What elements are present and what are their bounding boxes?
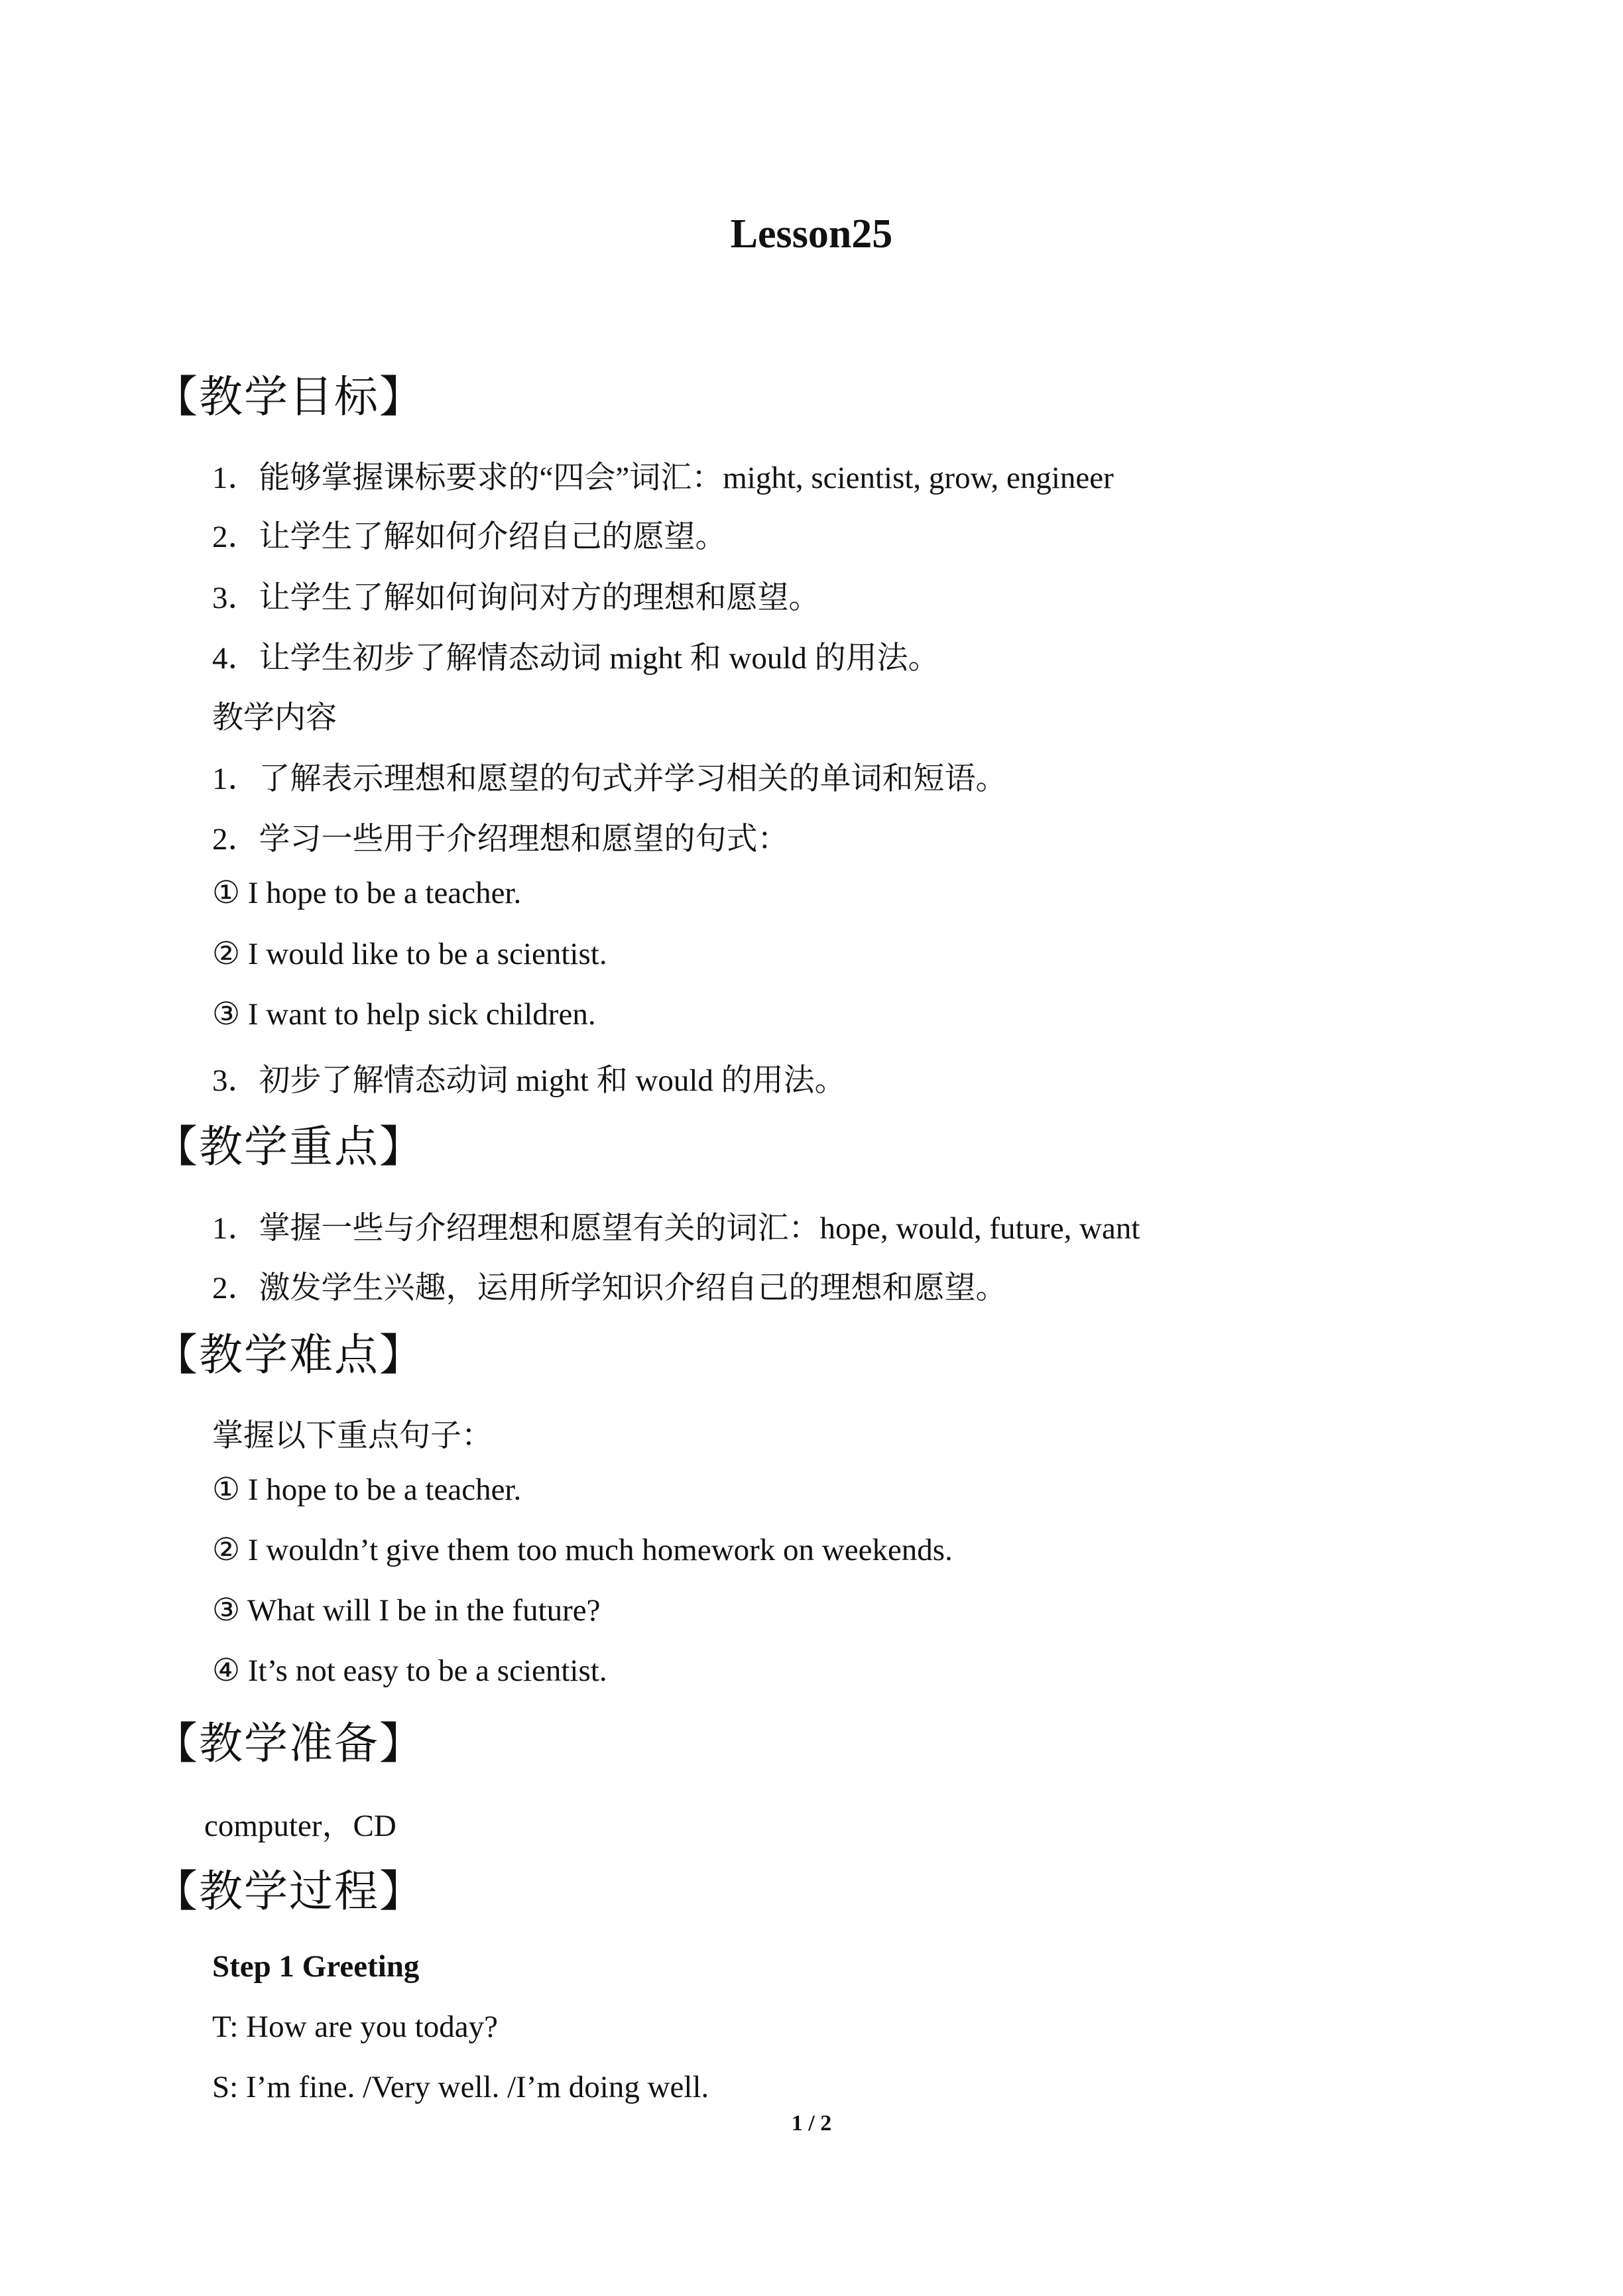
section-heading-process: 【教学过程】	[154, 1866, 424, 1917]
difficulty-intro: 掌握以下重点句子：	[212, 1419, 493, 1453]
key-point-line-2: 2．激发学生兴趣，运用所学知识介绍自己的理想和愿望。	[212, 1271, 1007, 1305]
content-line-2: 2．学习一些用于介绍理想和愿望的句式：	[212, 822, 789, 857]
dialogue-student: S: I’m fine. /Very well. /I’m doing well.	[212, 2070, 709, 2104]
content-sentence-2: ② I would like to be a scientist.	[212, 937, 607, 971]
key-point-line-1: 1．掌握一些与介绍理想和愿望有关的词汇：hope, would, future, want	[212, 1211, 1140, 1246]
section-heading-preparation: 【教学准备】	[154, 1718, 424, 1769]
section-heading-objectives: 【教学目标】	[154, 371, 424, 422]
preparation-line: computer，CD	[204, 1809, 396, 1843]
objective-line-3: 3．让学生了解如何询问对方的理想和愿望。	[212, 581, 820, 615]
difficulty-sentence-2: ② I wouldn’t give them too much homework on weekends.	[212, 1533, 953, 1567]
difficulty-sentence-3: ③ What will I be in the future?	[212, 1593, 601, 1628]
step-1-title: Step 1 Greeting	[212, 1949, 420, 1984]
content-sentence-3: ③ I want to help sick children.	[212, 997, 596, 1032]
content-sentence-1: ① I hope to be a teacher.	[212, 876, 522, 910]
objective-line-4: 4．让学生初步了解情态动词 might 和 would 的用法。	[212, 641, 939, 676]
section-heading-key-points: 【教学重点】	[154, 1121, 424, 1172]
objective-line-2: 2．让学生了解如何介绍自己的愿望。	[212, 520, 727, 554]
objective-line-1: 1．能够掌握课标要求的“四会”词汇：might, scientist, grow, engineer	[212, 461, 1114, 495]
page-indicator: 1 / 2	[791, 2111, 832, 2136]
content-line-1: 1．了解表示理想和愿望的句式并学习相关的单词和短语。	[212, 762, 1007, 796]
content-subheading: 教学内容	[212, 701, 337, 735]
section-heading-difficulties: 【教学难点】	[154, 1329, 424, 1380]
difficulty-sentence-1: ① I hope to be a teacher.	[212, 1473, 522, 1507]
dialogue-teacher: T: How are you today?	[212, 2010, 498, 2044]
difficulty-sentence-4: ④ It’s not easy to be a scientist.	[212, 1654, 607, 1688]
content-line-3: 3．初步了解情态动词 might 和 would 的用法。	[212, 1063, 846, 1098]
document-title: Lesson25	[730, 211, 893, 257]
